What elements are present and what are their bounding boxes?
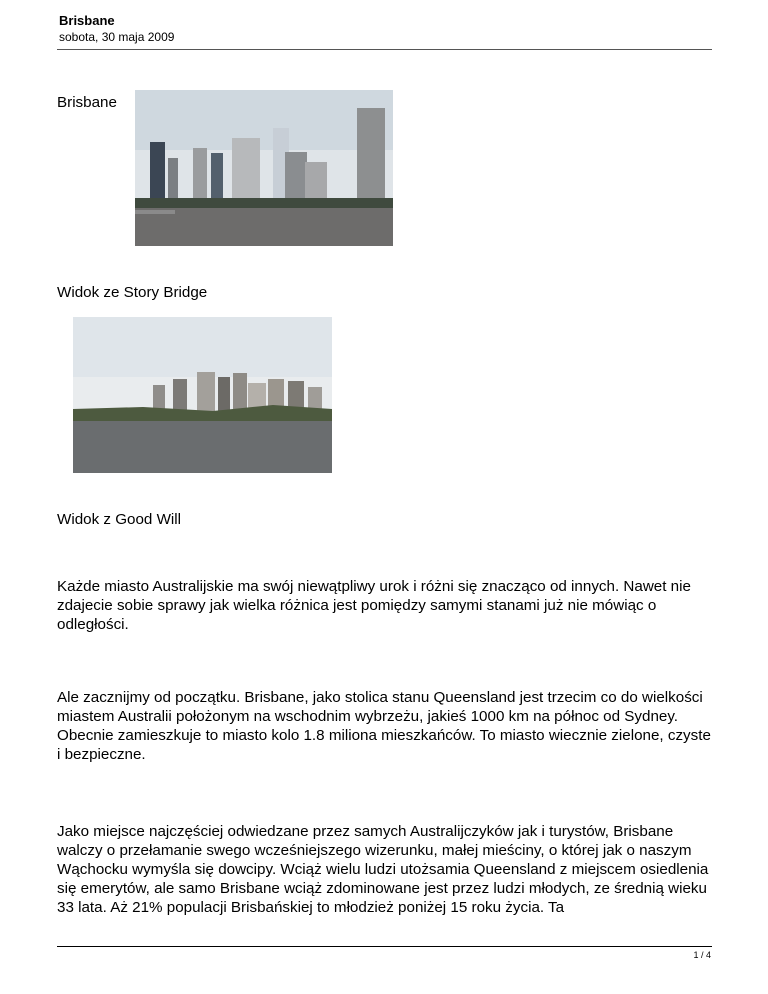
photo-caption-1: Widok ze Story Bridge [57, 284, 208, 301]
footer-divider [57, 946, 712, 947]
header-divider [57, 49, 712, 50]
page-number: 1 / 4 [693, 950, 711, 960]
document-title: Brisbane [59, 13, 115, 28]
skyline-photo-good-will [73, 317, 332, 473]
document-date: sobota, 30 maja 2009 [59, 30, 175, 44]
photo-caption-2: Widok z Good Will [57, 511, 182, 528]
article-heading: Brisbane [57, 94, 117, 111]
paragraph: Każde miasto Australijskie ma swój niewątpliwy urok i różni się znacząco od innych. Nawet nie zdajecie sobie sprawy jak wielka różnica jest pomiędzy samymi stanami już nie mówiąc o odległości. [57, 578, 691, 633]
skyline-photo-story-bridge [135, 90, 393, 246]
paragraph: Ale zacznijmy od początku. Brisbane, jako stolica stanu Queensland jest trzecim co do wielkości miastem Australii położonym na wschodnim wybrzeżu, jakieś 1000 km na północ od Sydney. Obecnie zamieszkuje to miasto kolo 1.8 miliona mieszkańców. To miasto wiecznie zielone, czyste i bezpieczne. [57, 689, 711, 763]
paragraph: Jako miejsce najczęściej odwiedzane przez samych Australijczyków jak i turystów, Brisbane walczy o przełamanie swego wcześniejszego wizerunku, małej mieściny, o której jak o naszym Wąchocku wymyśla się dowcipy. Wciąż wielu ludzi utożsamia Queensland z miejscem osiedlenia się emerytów, ale samo Brisbane wciąż zdominowane jest przez ludzi młodych, ze średnią wieku 33 lata. Aż 21% populacji Brisbańskiej to młodzież poniżej 15 roku życia. Ta [57, 823, 709, 916]
